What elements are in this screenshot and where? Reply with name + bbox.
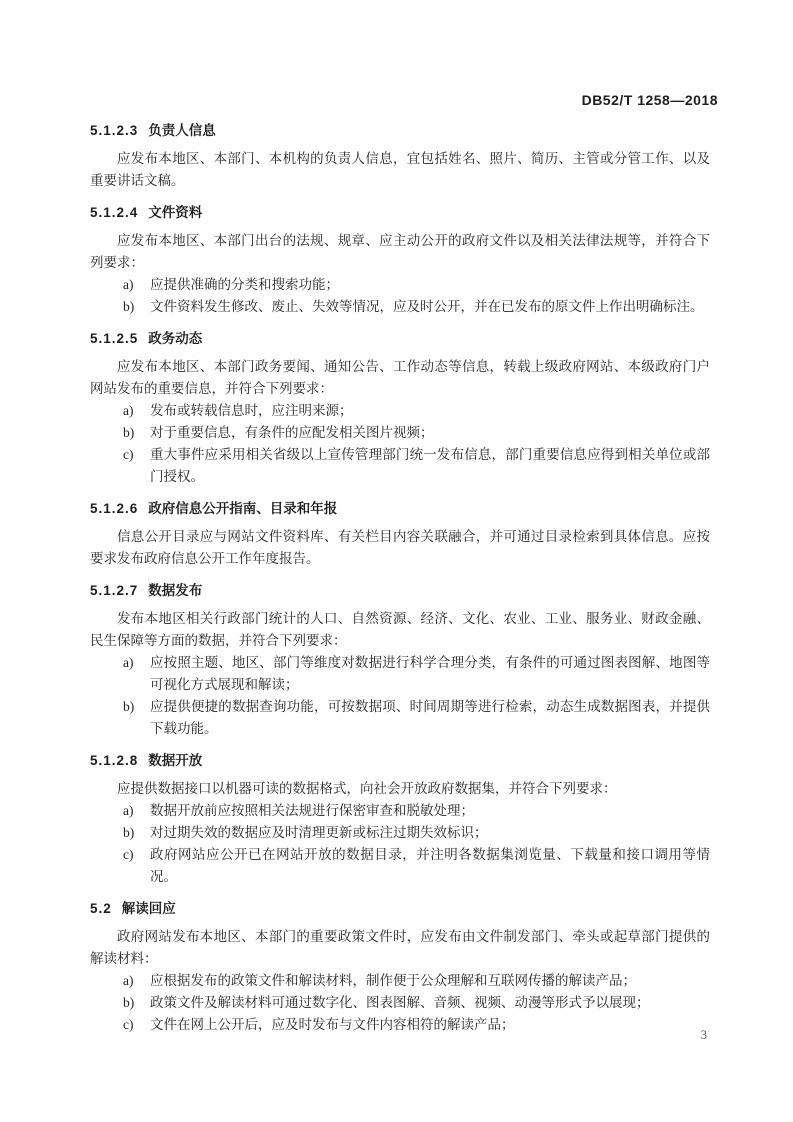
section-number: 5.1.2.6 bbox=[90, 501, 139, 516]
page-number: 3 bbox=[700, 1028, 707, 1042]
list-item bbox=[90, 844, 710, 888]
section-heading bbox=[90, 750, 710, 772]
paragraph: 发布本地区相关行政部门统计的人口、自然资源、经济、文化、农业、工业、服务业、财政金融、民生保障等方面的数据，并符合下列要求： bbox=[90, 611, 710, 648]
list-item bbox=[90, 822, 710, 844]
section-number: 5.2 bbox=[90, 901, 112, 916]
section-heading bbox=[90, 498, 710, 520]
list-text: 政府网站应公开已在网站开放的数据目录，并注明各数据集浏览量、下载量和接口调用等情况。 bbox=[150, 847, 710, 884]
list-item bbox=[90, 1014, 710, 1036]
list-marker: a) bbox=[123, 655, 134, 670]
paragraph: 政府网站发布本地区、本部门的重要政策文件时，应发布由文件制发部门、牵头或起草部门提供的解读材料： bbox=[90, 929, 710, 966]
list-marker: a) bbox=[123, 403, 134, 418]
list-text: 应按照主题、地区、部门等维度对数据进行科学合理分类，有条件的可通过图表图解、地图等可视化方式展现和解读； bbox=[150, 655, 710, 692]
list-text: 重大事件应采用相关省级以上宣传管理部门统一发布信息，部门重要信息应得到相关单位或部门授权。 bbox=[150, 447, 710, 484]
requirement-list bbox=[90, 652, 710, 740]
list-item bbox=[90, 970, 710, 992]
list-text: 应根据发布的政策文件和解读材料，制作便于公众理解和互联网传播的解读产品； bbox=[150, 973, 636, 988]
section-title: 解读回应 bbox=[121, 901, 176, 916]
requirement-list bbox=[90, 400, 710, 488]
list-marker: c) bbox=[123, 1017, 134, 1032]
list-text: 对于重要信息，有条件的应配发相关图片视频； bbox=[150, 425, 434, 440]
list-item bbox=[90, 800, 710, 822]
list-marker: b) bbox=[123, 425, 135, 440]
list-item bbox=[90, 296, 710, 318]
section-title: 数据开放 bbox=[148, 753, 203, 768]
list-item bbox=[90, 444, 710, 488]
section-heading bbox=[90, 328, 710, 350]
list-item bbox=[90, 274, 710, 296]
section bbox=[90, 202, 710, 318]
list-marker: b) bbox=[123, 825, 135, 840]
section bbox=[90, 498, 710, 570]
section-title: 文件资料 bbox=[148, 205, 203, 220]
section-heading bbox=[90, 580, 710, 602]
list-item bbox=[90, 696, 710, 740]
paragraph: 信息公开目录应与网站文件资料库、有关栏目内容关联融合，并可通过目录检索到具体信息。应按要求发布政府信息公开工作年度报告。 bbox=[90, 529, 710, 566]
list-text: 文件在网上公开后，应及时发布与文件内容相符的解读产品； bbox=[150, 1017, 515, 1032]
list-marker: a) bbox=[123, 973, 134, 988]
section-number: 5.1.2.7 bbox=[90, 583, 139, 598]
list-item bbox=[90, 422, 710, 444]
list-text: 政策文件及解读材料可通过数字化、图表图解、音频、视频、动漫等形式予以展现； bbox=[150, 995, 650, 1010]
requirement-list bbox=[90, 970, 710, 1036]
section-number: 5.1.2.5 bbox=[90, 331, 139, 346]
section bbox=[90, 120, 710, 192]
list-marker: c) bbox=[123, 847, 134, 862]
list-marker: b) bbox=[123, 699, 135, 714]
list-text: 数据开放前应按照相关法规进行保密审查和脱敏处理； bbox=[150, 803, 474, 818]
section bbox=[90, 898, 710, 1036]
section-title: 负责人信息 bbox=[148, 123, 216, 138]
list-marker: c) bbox=[123, 447, 134, 462]
section-title: 政府信息公开指南、目录和年报 bbox=[148, 501, 338, 516]
list-text: 应提供便捷的数据查询功能，可按数据项、时间周期等进行检索，动态生成数据图表，并提供下载功能。 bbox=[150, 699, 710, 736]
section-number: 5.1.2.8 bbox=[90, 753, 139, 768]
paragraph: 应提供数据接口以机器可读的数据格式，向社会开放政府数据集，并符合下列要求： bbox=[117, 781, 617, 796]
list-marker: b) bbox=[123, 299, 135, 314]
list-item bbox=[90, 400, 710, 422]
doc-code: DB52/T 1258—2018 bbox=[581, 92, 718, 108]
section-number: 5.1.2.3 bbox=[90, 123, 139, 138]
section-heading bbox=[90, 898, 710, 920]
section bbox=[90, 328, 710, 488]
requirement-list bbox=[90, 800, 710, 888]
list-text: 发布或转载信息时，应注明来源； bbox=[150, 403, 353, 418]
section-title: 政务动态 bbox=[148, 331, 203, 346]
section-title: 数据发布 bbox=[148, 583, 203, 598]
section-heading bbox=[90, 202, 710, 224]
list-text: 对过期失效的数据应及时清理更新或标注过期失效标识； bbox=[150, 825, 488, 840]
list-item bbox=[90, 652, 710, 696]
section-number: 5.1.2.4 bbox=[90, 205, 139, 220]
section bbox=[90, 750, 710, 888]
document-body bbox=[90, 120, 710, 1036]
list-marker: a) bbox=[123, 803, 134, 818]
paragraph: 应发布本地区、本部门出台的法规、规章、应主动公开的政府文件以及相关法律法规等，并符合下列要求： bbox=[90, 233, 710, 270]
paragraph: 应发布本地区、本部门、本机构的负责人信息，宜包括姓名、照片、简历、主管或分管工作、以及重要讲话文稿。 bbox=[90, 151, 710, 188]
paragraph: 应发布本地区、本部门政务要闻、通知公告、工作动态等信息，转载上级政府网站、本级政府门户网站发布的重要信息，并符合下列要求： bbox=[90, 359, 710, 396]
list-marker: b) bbox=[123, 995, 135, 1010]
list-item bbox=[90, 992, 710, 1014]
list-text: 文件资料发生修改、废止、失效等情况，应及时公开，并在已发布的原文件上作出明确标注。 bbox=[150, 299, 704, 314]
requirement-list bbox=[90, 274, 710, 318]
section-heading bbox=[90, 120, 710, 142]
list-text: 应提供准确的分类和搜索功能； bbox=[150, 277, 339, 292]
list-marker: a) bbox=[123, 277, 134, 292]
section bbox=[90, 580, 710, 740]
